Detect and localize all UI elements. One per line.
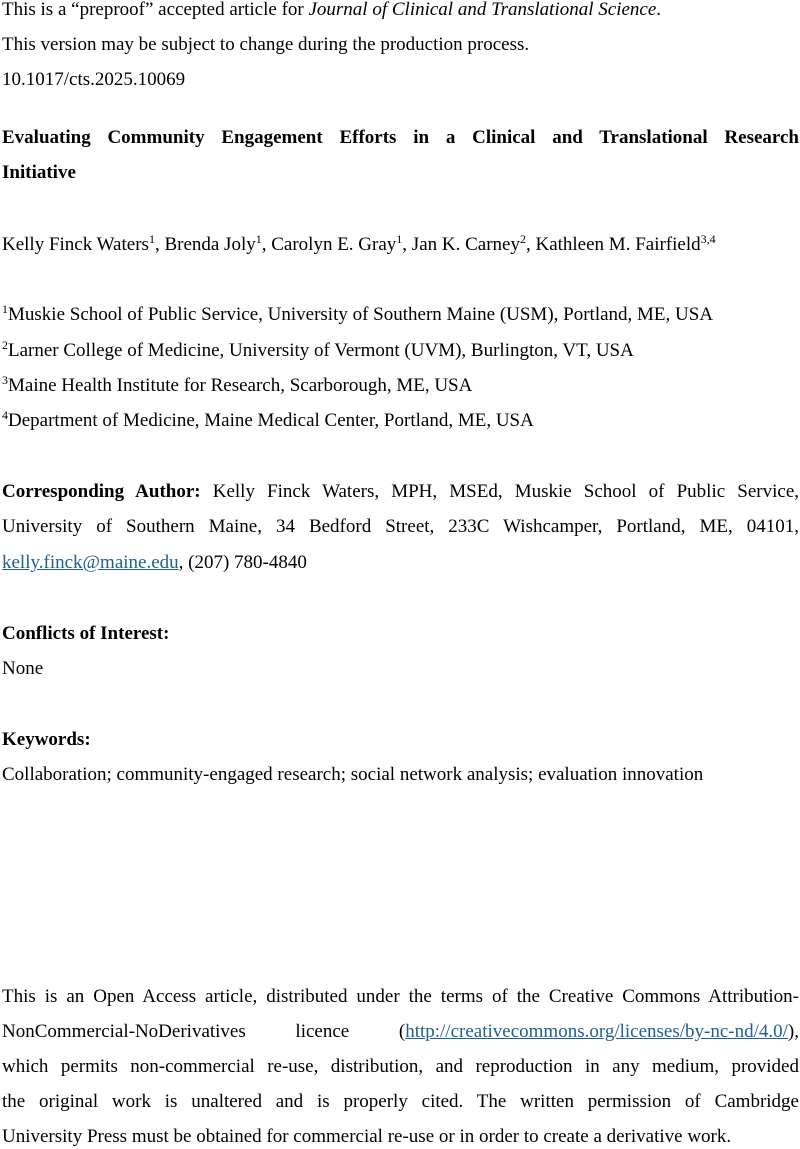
license-line-5: University Press must be obtained for commercial re-use or in order to create a derivative work. xyxy=(2,1126,732,1147)
affiliation-text: Muskie School of Public Service, University of Southern Maine (USM), Portland, ME, USA xyxy=(8,304,714,325)
affiliation-number: 4 xyxy=(2,408,8,422)
author xyxy=(164,234,271,255)
author-name: Jan K. Carney xyxy=(411,234,520,255)
author-email-link[interactable]: kelly.finck@maine.edu xyxy=(2,552,179,573)
conflicts-text: None xyxy=(2,658,44,679)
affiliation-number: 3 xyxy=(2,373,8,387)
corresponding-author-line-1 xyxy=(2,480,799,504)
affiliation xyxy=(2,339,634,363)
author-name: Carolyn E. Gray xyxy=(271,234,397,255)
author-affiliation-mark: 1 xyxy=(396,232,403,246)
journal-name: Journal of Clinical and Translational Science xyxy=(308,0,657,20)
author-phone: , (207) 780-4840 xyxy=(178,552,307,573)
author-separator: , xyxy=(261,234,272,255)
affiliation xyxy=(2,374,472,398)
corresponding-author-text: Kelly Finck Waters, MPH, MSEd, Muskie School of Public Service, xyxy=(200,481,800,502)
author xyxy=(2,234,164,255)
affiliation-text: Department of Medicine, Maine Medical Center, Portland, ME, USA xyxy=(8,410,534,431)
affiliation-number: 1 xyxy=(2,302,8,316)
affiliation-text: Larner College of Medicine, University of Vermont (UVM), Burlington, VT, USA xyxy=(8,340,634,361)
author xyxy=(535,234,715,255)
author-affiliation-mark: 1 xyxy=(148,232,155,246)
author-affiliation-mark: 2 xyxy=(519,232,526,246)
license-text: NonCommercial-NoDerivatives licence ( xyxy=(2,1021,406,1042)
preproof-notice-end: . xyxy=(656,0,662,20)
author-separator: , xyxy=(525,234,536,255)
license-line-2 xyxy=(2,1020,799,1044)
doi: 10.1017/cts.2025.10069 xyxy=(2,69,186,90)
author-name: Brenda Joly xyxy=(164,234,256,255)
author-separator: , xyxy=(402,234,412,255)
author-affiliation-mark: 3,4 xyxy=(700,232,716,246)
preproof-notice xyxy=(2,0,661,22)
corresponding-author-label: Corresponding Author: xyxy=(2,481,201,502)
article-title-line-1: Evaluating Community Engagement Efforts in a Clinical and Translational Research xyxy=(2,127,799,148)
license-line-4: the original work is unaltered and is properly cited. The written permission of Cambridge xyxy=(2,1091,799,1112)
corresponding-author-line-2: University of Southern Maine, 34 Bedford Street, 233C Wishcamper, Portland, ME, 04101, xyxy=(2,516,799,537)
affiliation-number: 2 xyxy=(2,338,8,352)
affiliation-text: Maine Health Institute for Research, Scarborough, ME, USA xyxy=(8,375,473,396)
affiliation xyxy=(2,409,534,433)
license-line-1: This is an Open Access article, distributed under the terms of the Creative Commons Attribution- xyxy=(2,986,799,1007)
author-name: Kelly Finck Waters xyxy=(2,234,149,255)
conflicts-heading: Conflicts of Interest: xyxy=(2,623,170,644)
article-title-line-2: Initiative xyxy=(2,162,76,183)
author xyxy=(412,234,536,255)
license-line-3: which permits non-commercial re-use, distribution, and reproduction in any medium, provided xyxy=(2,1056,799,1077)
author-affiliation-mark: 1 xyxy=(255,232,262,246)
license-text-end: ), xyxy=(787,1021,799,1042)
keywords-heading: Keywords: xyxy=(2,729,91,750)
affiliation xyxy=(2,303,713,327)
keywords-text: Collaboration; community-engaged research; social network analysis; evaluation innovation xyxy=(2,764,704,785)
corresponding-author-line-3 xyxy=(2,551,307,575)
author-name: Kathleen M. Fairfield xyxy=(535,234,701,255)
preproof-notice-text: This is a “preproof” accepted article for xyxy=(2,0,309,20)
author-separator: , xyxy=(154,234,165,255)
author xyxy=(271,234,412,255)
author-list xyxy=(2,233,716,257)
license-url-link[interactable]: http://creativecommons.org/licenses/by-nc-nd/4.0/ xyxy=(405,1021,788,1042)
production-notice: This version may be subject to change during the production process. xyxy=(2,34,530,55)
